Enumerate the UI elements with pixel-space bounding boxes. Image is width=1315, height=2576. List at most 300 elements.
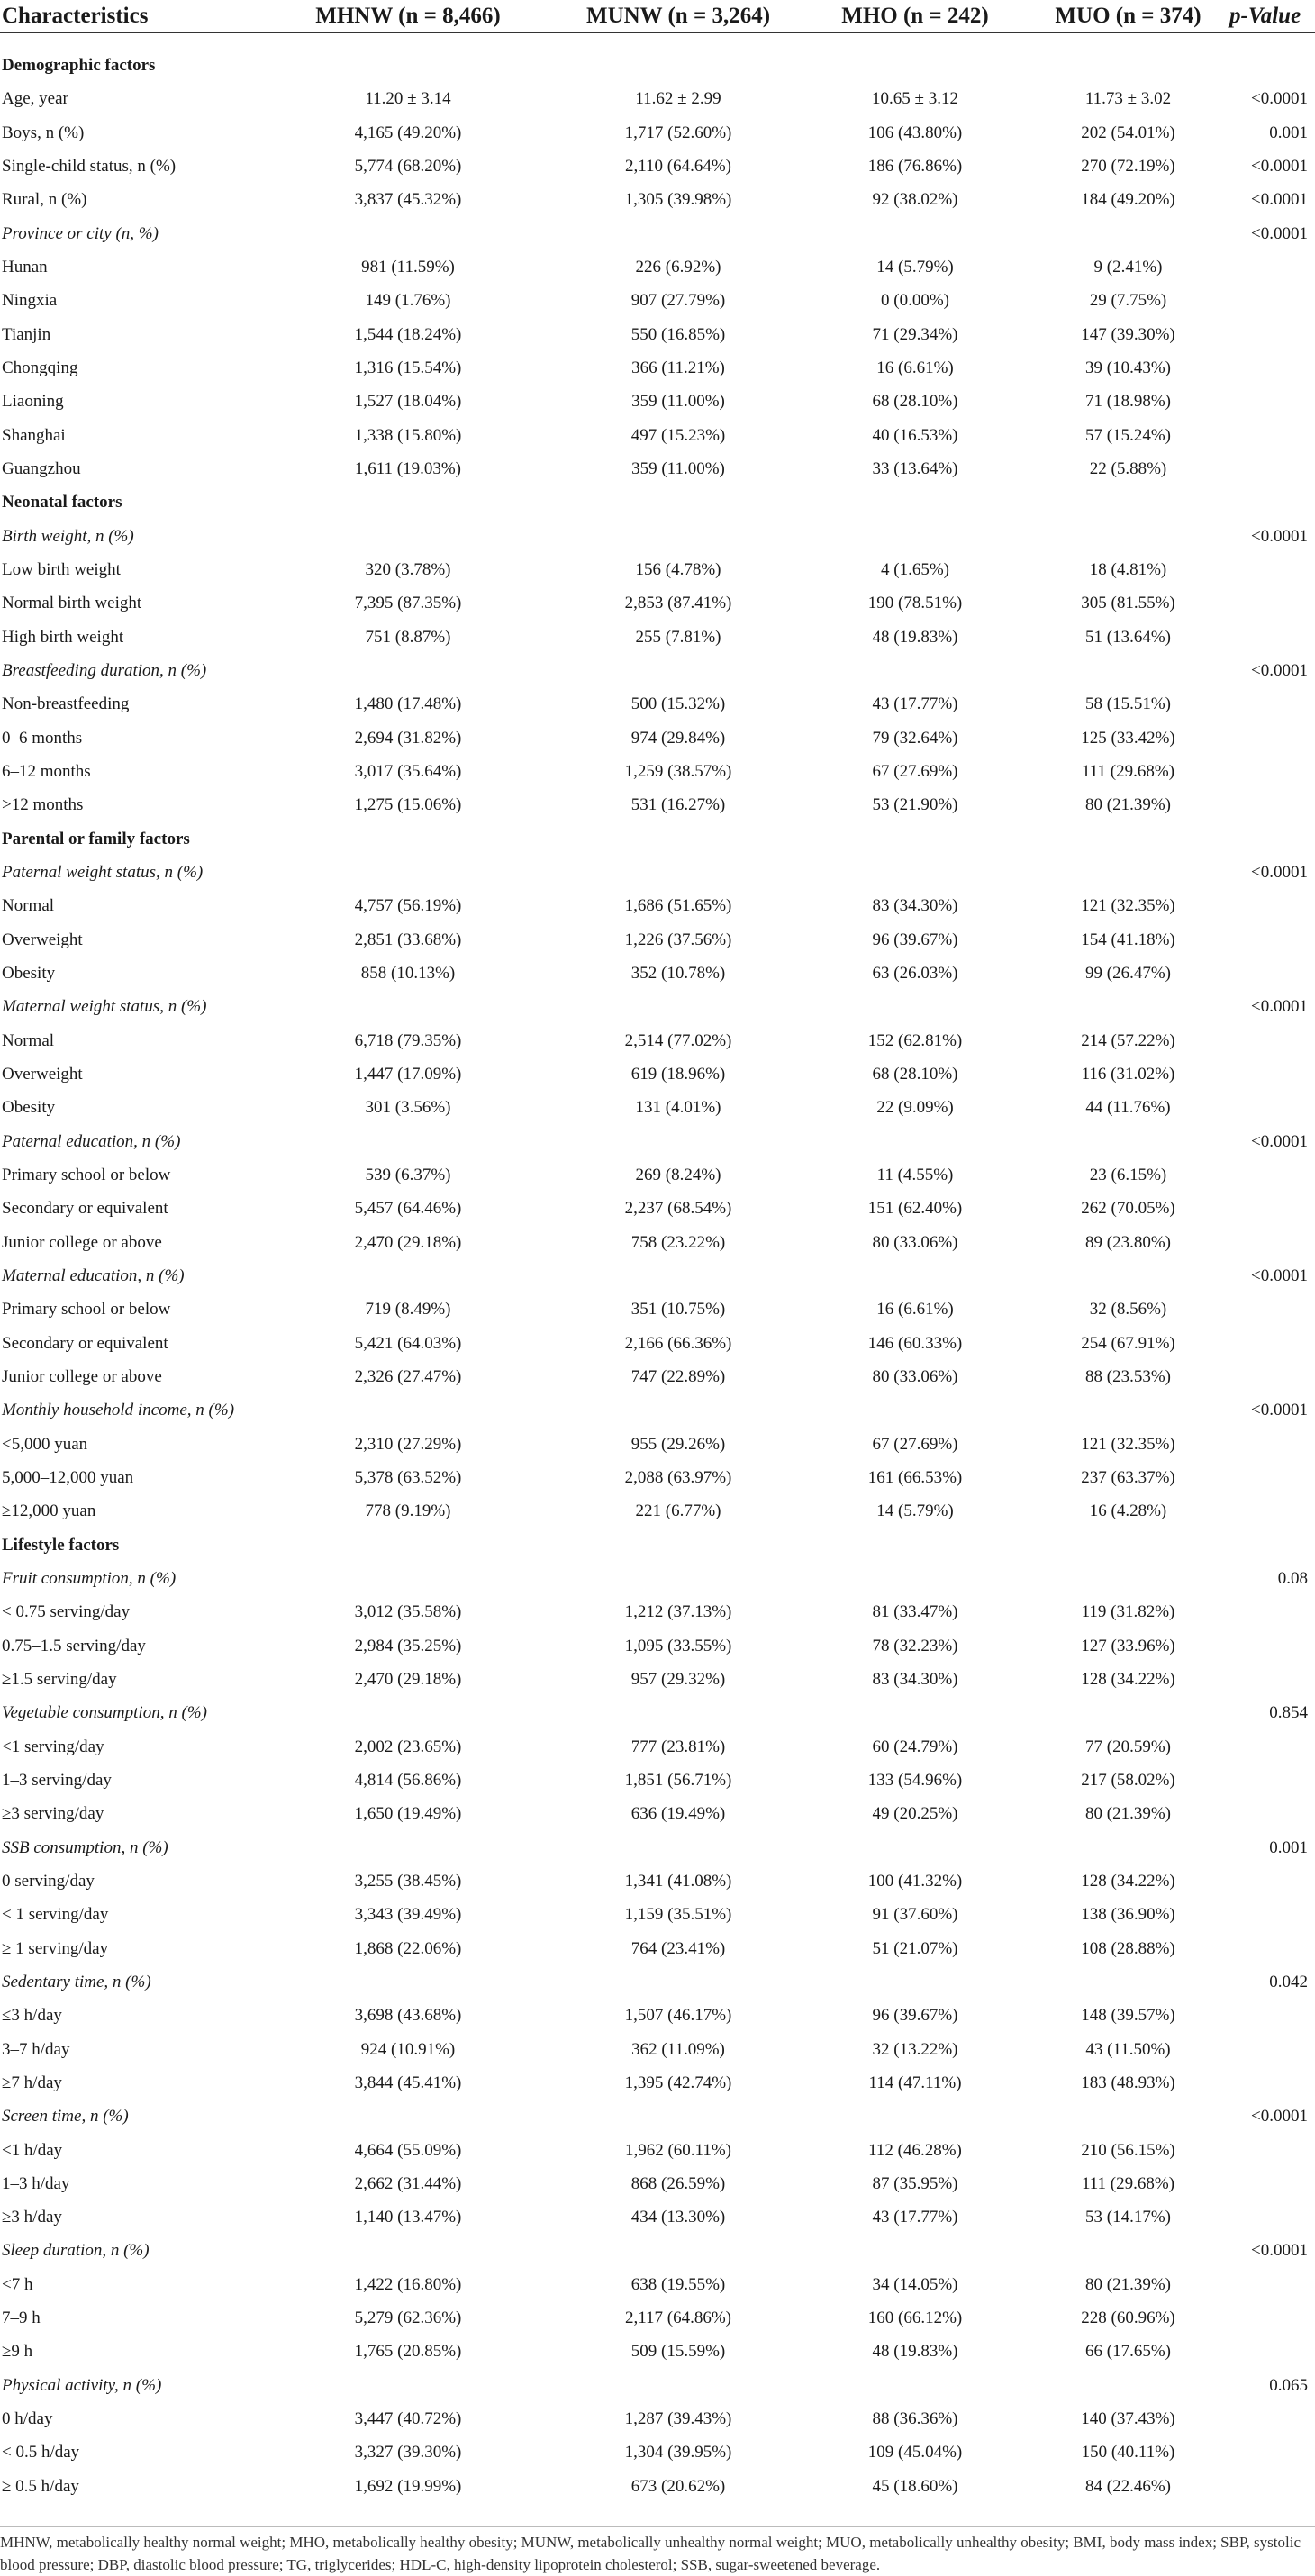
cell-muo: 270 (72.19%) xyxy=(1081,157,1175,177)
cell-p-value xyxy=(1229,822,1315,856)
cell-mho: 40 (16.53%) xyxy=(872,425,958,445)
table-row xyxy=(0,553,1315,586)
cell-mho: 112 (46.28%) xyxy=(868,2140,962,2160)
header-p-value-text: p-Value xyxy=(1229,4,1301,28)
cell-p-value: 0.08 xyxy=(1277,1568,1308,1588)
cell-muo: 254 (67.91%) xyxy=(1081,1333,1175,1353)
cell-p-value xyxy=(1229,1798,1315,1831)
row-label: Overweight xyxy=(2,1065,83,1084)
cell-muo: 121 (32.35%) xyxy=(1081,896,1175,916)
header-gap xyxy=(0,33,1315,50)
row-label: Low birth weight xyxy=(2,560,121,580)
row-label: ≥ 1 serving/day xyxy=(2,1938,109,1958)
cell-p-value xyxy=(1229,486,1315,520)
cell-p-value xyxy=(1229,50,1315,83)
cell-muo: 262 (70.05%) xyxy=(1081,1199,1175,1219)
table-row xyxy=(0,2470,1315,2503)
cell-munw: 1,159 (35.51%) xyxy=(624,1905,732,1925)
cell-munw: 1,341 (41.08%) xyxy=(624,1871,732,1891)
cell-muo: 44 (11.76%) xyxy=(1085,1098,1171,1118)
cell-mhnw: 1,275 (15.06%) xyxy=(354,795,462,815)
cell-mhnw: 3,017 (35.64%) xyxy=(354,762,462,782)
cell-muo: 138 (36.90%) xyxy=(1081,1905,1175,1925)
row-label: Overweight xyxy=(2,930,83,949)
cell-mhnw xyxy=(263,991,553,1024)
cell-muo: 128 (34.22%) xyxy=(1081,1669,1175,1689)
table-row xyxy=(0,1057,1315,1091)
row-label: Shanghai xyxy=(2,425,66,445)
table-footnote: MHNW, metabolically healthy normal weight; MHO, metabolically healthy obesity; MUNW, metabolically unhealthy normal weight; MUO, metabolically unhealthy obesity; BMI, body mass index; SBP, systolic blood pressure; DBP, diastolic blood pressure; TG, triglycerides; HDL-C, high-density lipoprotein cholesterol; SSB, sugar-sweetened beverage. xyxy=(0,2526,1315,2576)
cell-muo: 99 (26.47%) xyxy=(1085,964,1171,984)
cell-mhnw: 1,480 (17.48%) xyxy=(354,694,462,714)
cell-munw: 868 (26.59%) xyxy=(630,2173,726,2193)
cell-mhnw: 1,422 (16.80%) xyxy=(354,2274,462,2294)
cell-muo: 29 (7.75%) xyxy=(1089,291,1167,311)
cell-mhnw: 4,814 (56.86%) xyxy=(354,1770,462,1790)
cell-p-value xyxy=(1229,1764,1315,1797)
cell-mho: 10.65 ± 3.12 xyxy=(872,89,958,109)
cell-munw: 1,226 (37.56%) xyxy=(624,930,732,949)
cell-munw: 673 (20.62%) xyxy=(630,2476,726,2496)
cell-munw xyxy=(553,991,803,1024)
cell-mhnw xyxy=(263,217,553,250)
group-row xyxy=(0,1394,1315,1428)
cell-muo: 121 (32.35%) xyxy=(1081,1434,1175,1454)
cell-munw: 131 (4.01%) xyxy=(635,1098,721,1118)
cell-muo xyxy=(1027,2235,1229,2268)
cell-mho xyxy=(803,2235,1027,2268)
cell-mho: 152 (62.81%) xyxy=(867,1030,963,1050)
cell-munw: 434 (13.30%) xyxy=(630,2208,726,2227)
group-label: Screen time, n (%) xyxy=(2,2107,129,2127)
table-row xyxy=(0,285,1315,318)
cell-mhnw: 3,698 (43.68%) xyxy=(354,2006,462,2026)
cell-p-value: 0.001 xyxy=(1269,122,1308,142)
cell-muo xyxy=(1027,2369,1229,2402)
table-row xyxy=(0,2301,1315,2335)
cell-p-value xyxy=(1229,553,1315,586)
cell-munw: 366 (11.21%) xyxy=(631,358,725,378)
cell-mho xyxy=(803,486,1027,520)
cell-p-value: <0.0001 xyxy=(1251,661,1308,681)
cell-mhnw: 5,774 (68.20%) xyxy=(354,157,462,177)
cell-muo: 228 (60.96%) xyxy=(1081,2308,1175,2328)
cell-mhnw xyxy=(263,1394,553,1428)
cell-mho: 68 (28.10%) xyxy=(872,392,958,412)
cell-muo: 71 (18.98%) xyxy=(1085,392,1171,412)
row-label: Ningxia xyxy=(2,291,58,311)
cell-muo xyxy=(1027,1831,1229,1864)
cell-munw: 1,259 (38.57%) xyxy=(624,762,732,782)
cell-munw xyxy=(553,50,803,83)
cell-mho: 190 (78.51%) xyxy=(867,594,963,613)
cell-mhnw: 981 (11.59%) xyxy=(361,258,455,277)
cell-mho xyxy=(803,520,1027,553)
cell-munw: 500 (15.32%) xyxy=(630,694,726,714)
cell-mho: 14 (5.79%) xyxy=(876,258,954,277)
cell-muo: 140 (37.43%) xyxy=(1081,2409,1175,2429)
cell-mho: 106 (43.80%) xyxy=(867,122,963,142)
cell-mho: 48 (19.83%) xyxy=(872,2342,958,2362)
cell-p-value xyxy=(1229,2402,1315,2435)
cell-muo: 147 (39.30%) xyxy=(1081,324,1175,344)
cell-mhnw: 778 (9.19%) xyxy=(365,1501,451,1521)
cell-mho xyxy=(803,1831,1027,1864)
row-label: High birth weight xyxy=(2,627,124,647)
row-label: ≥1.5 serving/day xyxy=(2,1669,117,1689)
cell-mhnw: 2,470 (29.18%) xyxy=(354,1669,462,1689)
row-label: 5,000–12,000 yuan xyxy=(2,1467,134,1487)
row-label: 7–9 h xyxy=(2,2308,41,2328)
row-label: Age, year xyxy=(2,89,68,109)
cell-muo: 22 (5.88%) xyxy=(1089,459,1167,479)
cell-mho: 67 (27.69%) xyxy=(872,1434,958,1454)
cell-mhnw: 1,868 (22.06%) xyxy=(354,1938,462,1958)
cell-munw: 1,305 (39.98%) xyxy=(624,190,732,210)
cell-p-value: <0.0001 xyxy=(1251,1265,1308,1285)
cell-mho: 79 (32.64%) xyxy=(872,728,958,748)
cell-munw: 2,853 (87.41%) xyxy=(624,594,732,613)
table-row xyxy=(0,385,1315,419)
cell-p-value: <0.0001 xyxy=(1251,1131,1308,1151)
cell-p-value xyxy=(1229,2066,1315,2100)
cell-muo: 127 (33.96%) xyxy=(1081,1636,1175,1655)
cell-munw: 269 (8.24%) xyxy=(635,1165,721,1184)
cell-mho: 14 (5.79%) xyxy=(876,1501,954,1521)
row-label: ≥12,000 yuan xyxy=(2,1501,96,1521)
cell-muo: 32 (8.56%) xyxy=(1089,1300,1167,1320)
table-row xyxy=(0,923,1315,957)
row-label: < 1 serving/day xyxy=(2,1905,109,1925)
cell-mho: 16 (6.61%) xyxy=(876,358,954,378)
cell-muo: 154 (41.18%) xyxy=(1081,930,1175,949)
cell-munw: 359 (11.00%) xyxy=(631,392,725,412)
cell-p-value xyxy=(1229,452,1315,485)
cell-mhnw: 1,140 (13.47%) xyxy=(354,2208,462,2227)
cell-p-value: <0.0001 xyxy=(1251,997,1308,1017)
cell-p-value: 0.854 xyxy=(1269,1703,1308,1723)
cell-p-value xyxy=(1229,1293,1315,1327)
cell-muo: 111 (29.68%) xyxy=(1081,762,1175,782)
cell-muo xyxy=(1027,486,1229,520)
cell-mhnw: 6,718 (79.35%) xyxy=(354,1030,462,1050)
row-label: Rural, n (%) xyxy=(2,190,87,210)
row-label: Primary school or below xyxy=(2,1300,171,1320)
row-label: Chongqing xyxy=(2,358,78,378)
cell-mhnw: 539 (6.37%) xyxy=(365,1165,451,1184)
cell-mho: 53 (21.90%) xyxy=(872,795,958,815)
cell-mho xyxy=(803,654,1027,687)
cell-p-value xyxy=(1229,1932,1315,1965)
group-label: Sleep duration, n (%) xyxy=(2,2241,150,2261)
cell-mhnw: 1,692 (19.99%) xyxy=(354,2476,462,2496)
cell-mho xyxy=(803,822,1027,856)
cell-p-value xyxy=(1229,1158,1315,1192)
cell-munw xyxy=(553,2100,803,2134)
cell-mho: 146 (60.33%) xyxy=(867,1333,963,1353)
cell-p-value xyxy=(1229,1528,1315,1562)
cell-p-value xyxy=(1229,1092,1315,1125)
header-characteristics: Characteristics xyxy=(0,0,263,33)
table-row xyxy=(0,2268,1315,2301)
cell-mho: 71 (29.34%) xyxy=(872,324,958,344)
cell-munw: 352 (10.78%) xyxy=(630,964,726,984)
table-row xyxy=(0,83,1315,116)
cell-p-value xyxy=(1229,721,1315,755)
table-row xyxy=(0,957,1315,990)
row-label: Non-breastfeeding xyxy=(2,694,130,714)
cell-mhnw: 3,343 (39.49%) xyxy=(354,1905,462,1925)
table-row xyxy=(0,1864,1315,1898)
table-row xyxy=(0,1730,1315,1764)
cell-muo: 214 (57.22%) xyxy=(1081,1030,1175,1050)
cell-mho: 92 (38.02%) xyxy=(872,190,958,210)
cell-munw: 955 (29.26%) xyxy=(630,1434,726,1454)
cell-muo: 217 (58.02%) xyxy=(1081,1770,1175,1790)
cell-mhnw: 1,316 (15.54%) xyxy=(354,358,462,378)
header-mhnw: MHNW (n = 8,466) xyxy=(263,0,553,33)
row-label: <5,000 yuan xyxy=(2,1434,88,1454)
cell-muo: 11.73 ± 3.02 xyxy=(1084,89,1172,109)
group-row xyxy=(0,1259,1315,1293)
cell-munw: 619 (18.96%) xyxy=(630,1065,726,1084)
group-label: SSB consumption, n (%) xyxy=(2,1837,168,1857)
cell-munw: 2,237 (68.54%) xyxy=(624,1199,732,1219)
cell-p-value xyxy=(1229,688,1315,721)
table-row xyxy=(0,116,1315,150)
cell-muo xyxy=(1027,822,1229,856)
cell-muo: 89 (23.80%) xyxy=(1085,1232,1171,1252)
table-row xyxy=(0,1495,1315,1528)
cell-mho: 63 (26.03%) xyxy=(872,964,958,984)
table-row xyxy=(0,2066,1315,2100)
cell-mho: 60 (24.79%) xyxy=(872,1737,958,1756)
cell-mhnw xyxy=(263,822,553,856)
cell-p-value: <0.0001 xyxy=(1251,89,1308,109)
row-label: Junior college or above xyxy=(2,1232,162,1252)
table-row xyxy=(0,1663,1315,1696)
cell-mho: 11 (4.55%) xyxy=(876,1165,954,1184)
row-label: ≥7 h/day xyxy=(2,2073,62,2092)
cell-mho: 78 (32.23%) xyxy=(872,1636,958,1655)
cell-mho xyxy=(803,1697,1027,1730)
section-heading: Parental or family factors xyxy=(2,829,190,848)
cell-mhnw: 5,378 (63.52%) xyxy=(354,1467,462,1487)
cell-muo: 80 (21.39%) xyxy=(1085,2274,1171,2294)
cell-muo xyxy=(1027,217,1229,250)
cell-mho: 96 (39.67%) xyxy=(872,2006,958,2026)
row-label: < 0.75 serving/day xyxy=(2,1602,131,1622)
cell-munw: 636 (19.49%) xyxy=(630,1804,726,1824)
group-label: Sedentary time, n (%) xyxy=(2,1972,151,1991)
table-row xyxy=(0,2436,1315,2470)
cell-munw: 1,686 (51.65%) xyxy=(624,896,732,916)
cell-mho: 91 (37.60%) xyxy=(872,1905,958,1925)
row-label: Secondary or equivalent xyxy=(2,1199,168,1219)
cell-mho xyxy=(803,856,1027,889)
cell-munw: 1,851 (56.71%) xyxy=(624,1770,732,1790)
cell-mhnw xyxy=(263,1259,553,1293)
table-row xyxy=(0,2000,1315,2033)
table-row xyxy=(0,150,1315,183)
table-row xyxy=(0,1899,1315,1932)
table-row xyxy=(0,1461,1315,1494)
cell-munw xyxy=(553,1965,803,1999)
cell-mho xyxy=(803,1965,1027,1999)
cell-p-value xyxy=(1229,1899,1315,1932)
cell-muo xyxy=(1027,520,1229,553)
cell-mhnw: 2,694 (31.82%) xyxy=(354,728,462,748)
cell-mhnw: 3,837 (45.32%) xyxy=(354,190,462,210)
table-row xyxy=(0,2402,1315,2435)
cell-munw: 531 (16.27%) xyxy=(630,795,726,815)
cell-mho: 80 (33.06%) xyxy=(872,1366,958,1386)
group-label: Breastfeeding duration, n (%) xyxy=(2,661,207,681)
row-label: <7 h xyxy=(2,2274,33,2294)
cell-munw: 156 (4.78%) xyxy=(635,560,721,580)
cell-p-value: <0.0001 xyxy=(1251,157,1308,177)
cell-p-value xyxy=(1229,1461,1315,1494)
cell-muo: 9 (2.41%) xyxy=(1093,258,1163,277)
cell-mho: 33 (13.64%) xyxy=(872,459,958,479)
cell-p-value xyxy=(1229,1360,1315,1393)
cell-munw: 1,717 (52.60%) xyxy=(624,122,732,142)
cell-mho: 16 (6.61%) xyxy=(876,1300,954,1320)
group-label: Maternal education, n (%) xyxy=(2,1265,185,1285)
group-row xyxy=(0,1965,1315,1999)
cell-mhnw: 5,279 (62.36%) xyxy=(354,2308,462,2328)
cell-p-value xyxy=(1229,2436,1315,2470)
cell-munw xyxy=(553,486,803,520)
cell-p-value xyxy=(1229,2000,1315,2033)
cell-p-value xyxy=(1229,621,1315,654)
cell-p-value: <0.0001 xyxy=(1251,223,1308,243)
cell-mho: 51 (21.07%) xyxy=(872,1938,958,1958)
section-heading: Demographic factors xyxy=(2,56,156,76)
cell-munw: 497 (15.23%) xyxy=(630,425,726,445)
cell-mho xyxy=(803,1528,1027,1562)
cell-p-value xyxy=(1229,385,1315,419)
cell-p-value xyxy=(1229,587,1315,621)
cell-muo xyxy=(1027,1965,1229,1999)
cell-p-value xyxy=(1229,2033,1315,2066)
table-row xyxy=(0,2134,1315,2167)
header-munw: MUNW (n = 3,264) xyxy=(553,0,803,33)
cell-mhnw: 149 (1.76%) xyxy=(365,291,451,311)
cell-munw: 221 (6.77%) xyxy=(635,1501,721,1521)
cell-mhnw: 1,447 (17.09%) xyxy=(354,1065,462,1084)
cell-p-value xyxy=(1229,285,1315,318)
cell-munw xyxy=(553,2235,803,2268)
cell-muo xyxy=(1027,991,1229,1024)
cell-munw xyxy=(553,654,803,687)
cell-mhnw: 1,338 (15.80%) xyxy=(354,425,462,445)
row-label: <1 h/day xyxy=(2,2140,63,2160)
cell-p-value xyxy=(1229,1226,1315,1259)
cell-munw xyxy=(553,2369,803,2402)
group-label: Province or city (n, %) xyxy=(2,223,159,243)
row-label: 0–6 months xyxy=(2,728,83,748)
row-label: Secondary or equivalent xyxy=(2,1333,168,1353)
cell-mho xyxy=(803,2369,1027,2402)
cell-p-value xyxy=(1229,1428,1315,1461)
cell-mhnw xyxy=(263,1697,553,1730)
cell-muo: 80 (21.39%) xyxy=(1085,795,1171,815)
cell-p-value: <0.0001 xyxy=(1251,863,1308,883)
cell-muo: 58 (15.51%) xyxy=(1085,694,1171,714)
cell-p-value xyxy=(1229,250,1315,284)
row-label: 6–12 months xyxy=(2,762,91,782)
cell-mho xyxy=(803,50,1027,83)
table-row xyxy=(0,2033,1315,2066)
row-label: ≥3 h/day xyxy=(2,2208,62,2227)
table-row xyxy=(0,419,1315,452)
row-label: Normal xyxy=(2,1030,55,1050)
cell-p-value xyxy=(1229,1663,1315,1696)
cell-munw: 351 (10.75%) xyxy=(630,1300,726,1320)
cell-munw: 1,395 (42.74%) xyxy=(624,2073,732,2092)
cell-mhnw: 3,447 (40.72%) xyxy=(354,2409,462,2429)
cell-muo: 305 (81.55%) xyxy=(1081,594,1175,613)
cell-mho: 32 (13.22%) xyxy=(872,2039,958,2059)
cell-mhnw: 751 (8.87%) xyxy=(365,627,451,647)
group-label: Fruit consumption, n (%) xyxy=(2,1568,177,1588)
cell-p-value xyxy=(1229,1730,1315,1764)
cell-munw: 747 (22.89%) xyxy=(630,1366,726,1386)
cell-mhnw: 320 (3.78%) xyxy=(365,560,451,580)
table-row xyxy=(0,1360,1315,1393)
table-row xyxy=(0,2201,1315,2235)
cell-munw xyxy=(553,217,803,250)
cell-muo xyxy=(1027,1394,1229,1428)
cell-p-value xyxy=(1229,1629,1315,1663)
cell-mho xyxy=(803,2100,1027,2134)
row-label: Primary school or below xyxy=(2,1165,171,1184)
cell-mhnw xyxy=(263,1965,553,1999)
cell-mhnw: 2,326 (27.47%) xyxy=(354,1366,462,1386)
group-row xyxy=(0,2369,1315,2402)
cell-muo xyxy=(1027,2100,1229,2134)
cell-muo: 150 (40.11%) xyxy=(1081,2443,1175,2463)
cell-mhnw: 1,611 (19.03%) xyxy=(354,459,462,479)
row-label: Liaoning xyxy=(2,392,64,412)
cell-muo: 39 (10.43%) xyxy=(1085,358,1171,378)
table-row xyxy=(0,621,1315,654)
cell-muo: 23 (6.15%) xyxy=(1089,1165,1167,1184)
cell-mho: 68 (28.10%) xyxy=(872,1065,958,1084)
table-row xyxy=(0,1798,1315,1831)
cell-muo: 16 (4.28%) xyxy=(1089,1501,1167,1521)
group-row xyxy=(0,991,1315,1024)
cell-muo: 128 (34.22%) xyxy=(1081,1871,1175,1891)
cell-p-value: 0.042 xyxy=(1269,1972,1308,1991)
cell-munw: 1,095 (33.55%) xyxy=(624,1636,732,1655)
cell-muo xyxy=(1027,1697,1229,1730)
cell-munw: 509 (15.59%) xyxy=(630,2342,726,2362)
cell-munw: 1,962 (60.11%) xyxy=(624,2140,732,2160)
table-row xyxy=(0,351,1315,385)
cell-muo: 84 (22.46%) xyxy=(1085,2476,1171,2496)
group-row xyxy=(0,2100,1315,2134)
cell-munw: 2,088 (63.97%) xyxy=(624,1467,732,1487)
table-row xyxy=(0,1193,1315,1226)
cell-mhnw xyxy=(263,1562,553,1595)
table-row xyxy=(0,1092,1315,1125)
cell-mhnw: 3,327 (39.30%) xyxy=(354,2443,462,2463)
cell-muo: 125 (33.42%) xyxy=(1081,728,1175,748)
table-row xyxy=(0,1932,1315,1965)
group-label: Monthly household income, n (%) xyxy=(2,1401,235,1420)
